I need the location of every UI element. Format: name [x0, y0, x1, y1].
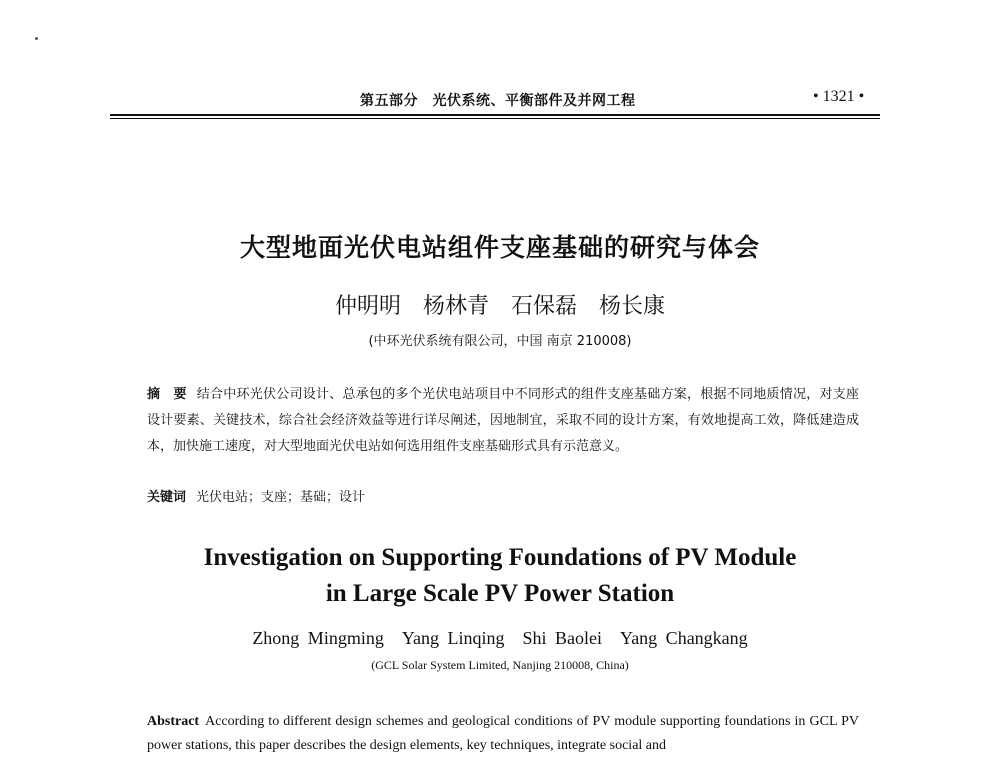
chinese-keywords	[147, 486, 365, 505]
english-abstract	[147, 710, 859, 758]
scan-speck	[35, 37, 38, 40]
english-authors: Zhong Mingming Yang Linqing Shi Baolei Yang Changkang	[252, 628, 748, 648]
english-title-line-1: Investigation on Supporting Foundations of PV Module	[203, 544, 797, 571]
english-title	[0, 540, 1000, 612]
english-abstract-text: According to different design schemes and geological conditions of PV module supporting foundations in GCL PV power stations, this paper describes the design elements, key techniques, integrate social and	[147, 714, 859, 753]
header-rule-thick	[110, 114, 880, 116]
chinese-authors: 仲明明 杨林青 石保磊 杨长康	[334, 294, 665, 319]
english-title-line-2: in Large Scale PV Power Station	[325, 580, 675, 607]
english-affiliation: (GCL Solar System Limited, Nanjing 210008, China)	[371, 658, 629, 672]
header-rule-thin	[110, 118, 880, 119]
chinese-title: 大型地面光伏电站组件支座基础的研究与体会	[239, 233, 760, 262]
chinese-abstract-text: 结合中环光伏公司设计、总承包的多个光伏电站项目中不同形式的组件支座基础方案，根据不同地质情况，对支座设计要素、关键技术，综合社会经济效益等进行详尽阐述，因地制宜，采取不同的设计方案，有效地提高工效，降低建造成本，加快施工速度，对大型地面光伏电站如何选用组件支座基础形式具有示范意义。	[147, 387, 859, 454]
chinese-abstract-label: 摘 要	[147, 387, 187, 402]
chinese-keywords-text: 光伏电站；支座；基础；设计	[196, 490, 366, 505]
english-abstract-label: Abstract	[147, 714, 200, 729]
chinese-affiliation: (中环光伏系统有限公司，中国 南京 210008)	[368, 334, 632, 349]
running-head: 第五部分 光伏系统、平衡部件及并网工程	[360, 93, 636, 109]
chinese-keywords-label: 关键词	[147, 490, 187, 505]
page-number: • 1321 •	[813, 88, 865, 105]
chinese-abstract	[147, 382, 859, 460]
